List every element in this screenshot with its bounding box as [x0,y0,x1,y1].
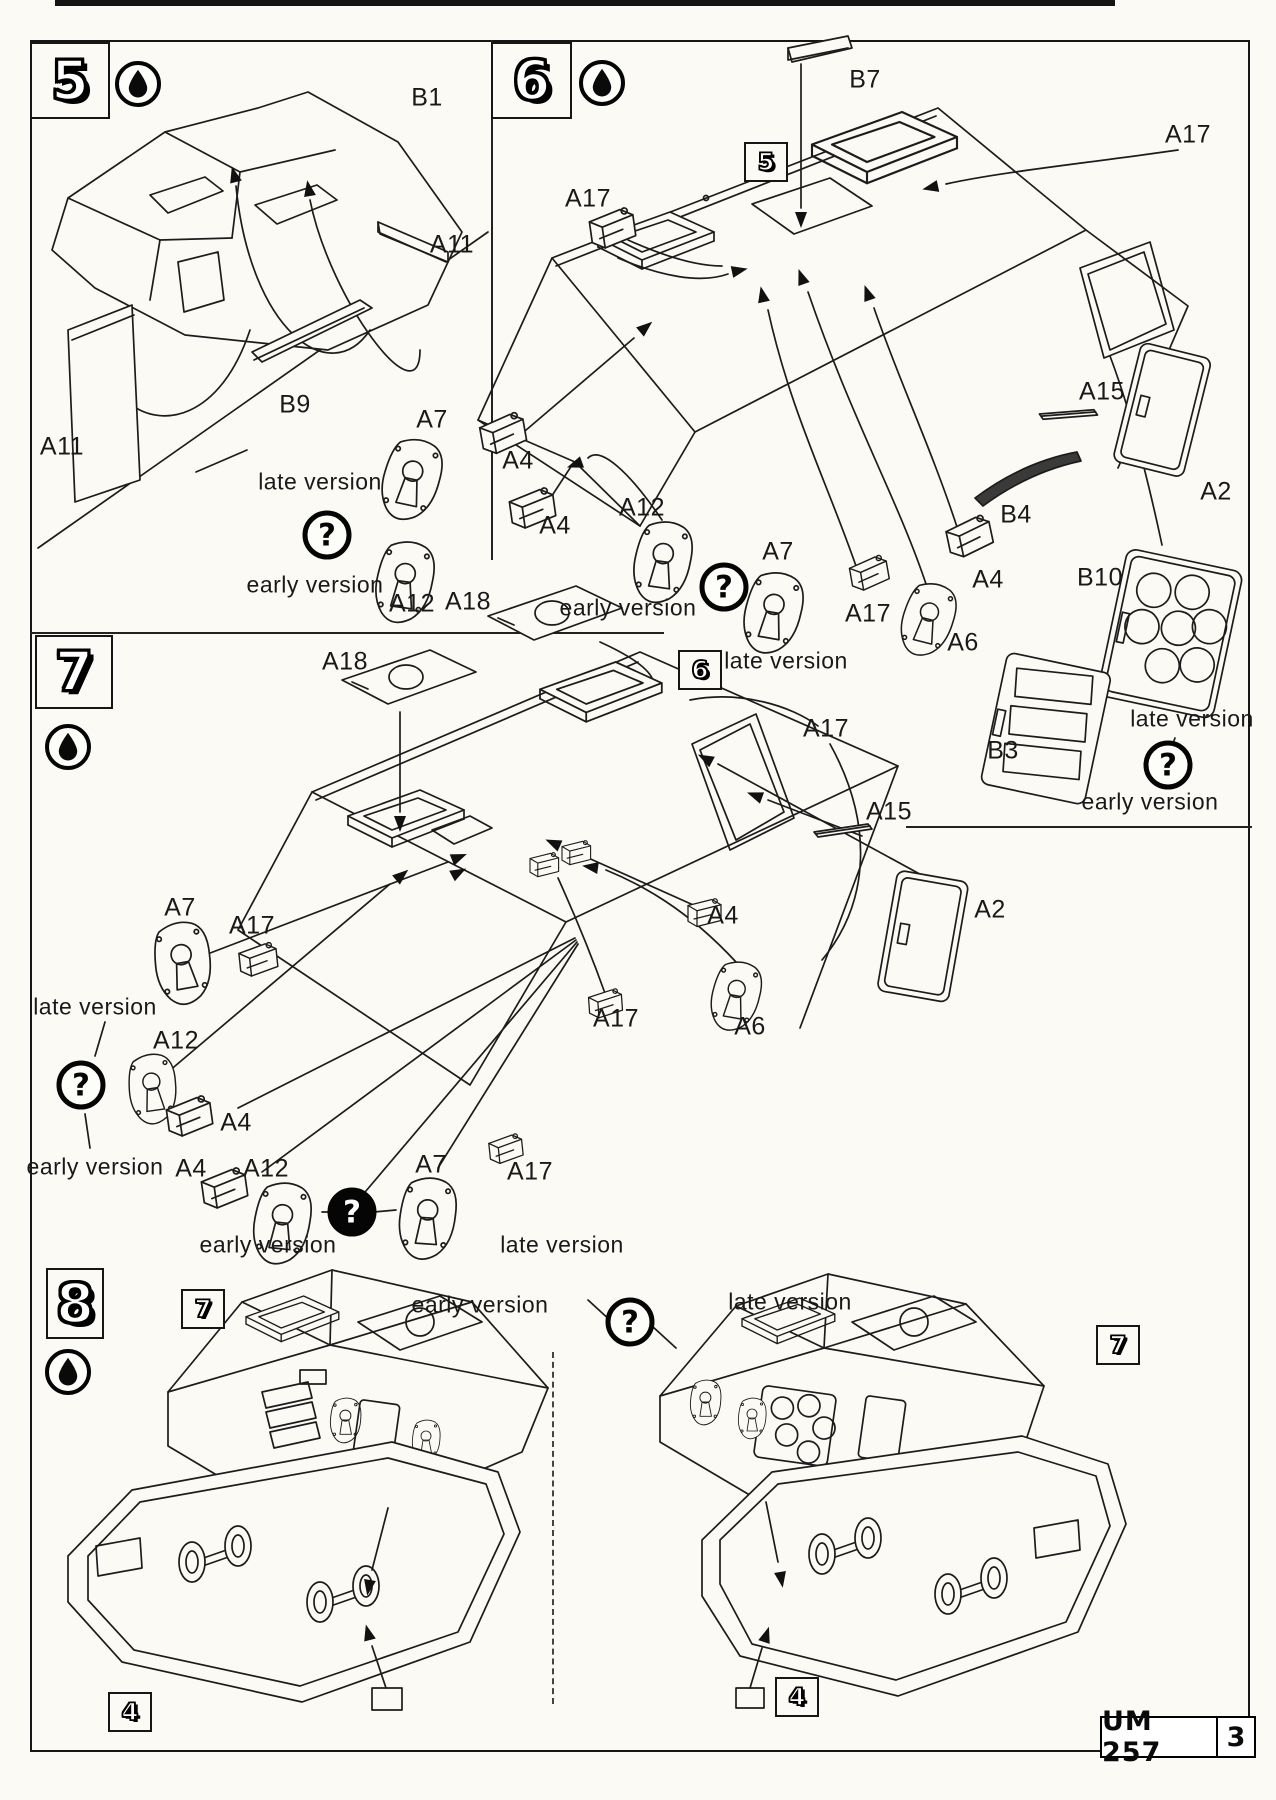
part-label-a17: A17 [1165,120,1211,149]
part-label-a4: A4 [707,901,739,930]
part-label-a15: A15 [1079,377,1125,406]
part-label-a17: A17 [803,714,849,743]
part-label-a17: A17 [845,599,891,628]
part-label-b10: B10 [1077,563,1123,592]
late-version-label: late version [724,647,848,674]
late-version-label: late version [33,993,157,1020]
question-mark-icon: ? [606,1298,655,1347]
question-mark-icon: ? [700,563,749,612]
part-label-a15: A15 [866,797,912,826]
question-mark-icon: ? [57,1061,106,1110]
part-label-a17: A17 [593,1004,639,1033]
part-label-a12: A12 [243,1154,289,1183]
step-ref-numeral-6: 6 [691,656,709,684]
part-label-a7: A7 [762,537,794,566]
part-label-a17: A17 [507,1157,553,1186]
step-ref-box-4 [108,1692,152,1732]
step-ref-numeral-4: 4 [121,1698,139,1726]
step-ref-box-6 [678,650,722,690]
late-version-label: late version [728,1288,852,1315]
part-label-a6: A6 [734,1012,766,1041]
page-number: 3 [1226,1721,1246,1753]
part-label-a11: A11 [39,432,85,461]
part-label-a12: A12 [389,589,435,618]
question-mark-icon: ? [1144,741,1193,790]
step-ref-box-4 [775,1677,819,1717]
part-label-b1: B1 [411,83,443,112]
question-mark-icon: ? [328,1188,377,1237]
step-7-number-box [35,635,113,709]
step-ref-box-5 [744,142,788,182]
glue-drop-icon [579,60,625,106]
part-label-a6: A6 [947,628,979,657]
early-version-label: early version [26,1153,164,1180]
glue-drop-icon [45,1349,91,1395]
glue-drop-icon [115,61,161,107]
part-label-a18: A18 [445,587,491,616]
part-label-a4: A4 [175,1154,207,1183]
step-7-numeral: 7 [55,640,93,703]
late-version-label: late version [1130,705,1254,732]
part-label-b4: B4 [1000,500,1032,529]
part-label-a7: A7 [164,893,196,922]
late-version-label: late version [500,1231,624,1258]
late-version-label: late version [258,468,382,495]
drop-glyph [121,67,155,101]
part-label-b3: B3 [987,736,1019,765]
step-6-numeral: 6 [512,48,551,112]
step-ref-numeral-7: 7 [1109,1331,1127,1359]
part-label-a4: A4 [972,565,1004,594]
part-label-a2: A2 [1200,477,1232,506]
step-ref-box-7 [1096,1325,1140,1365]
step-ref-numeral-5: 5 [757,148,775,176]
early-version-label: early version [246,571,384,598]
question-mark-icon: ? [303,511,352,560]
part-label-a4: A4 [502,446,534,475]
part-label-a4: A4 [220,1108,252,1137]
part-label-a18: A18 [322,647,368,676]
part-label-a12: A12 [153,1026,199,1055]
part-label-a4: A4 [539,511,571,540]
part-label-a7: A7 [415,1150,447,1179]
part-label-b9: B9 [279,390,311,419]
part-label-b7: B7 [849,65,881,94]
part-label-a12: A12 [619,493,665,522]
step-ref-numeral-7: 7 [194,1295,212,1323]
early-version-label: early version [559,594,697,621]
step-6-number-box [491,42,572,119]
step-8-number-box [46,1268,104,1339]
drop-glyph [585,66,619,100]
kit-code-box [1100,1706,1256,1768]
glue-drop-icon [45,724,91,770]
step-8-numeral: 8 [56,1271,94,1335]
early-version-label: early version [199,1231,337,1258]
early-version-label: early version [411,1291,549,1318]
part-label-a7: A7 [416,405,448,434]
drop-glyph [51,730,85,764]
part-label-a2: A2 [974,895,1006,924]
step-5-numeral: 5 [51,48,89,112]
early-version-label: early version [1081,788,1219,815]
step-ref-box-7 [181,1289,225,1329]
kit-code: UM 257 [1102,1718,1218,1756]
part-label-a11: A11 [429,230,475,259]
part-label-a17: A17 [229,911,275,940]
step-5-number-box [30,42,110,119]
drop-glyph [51,1355,85,1389]
part-label-a17: A17 [565,184,611,213]
step-ref-numeral-4: 4 [788,1683,806,1711]
